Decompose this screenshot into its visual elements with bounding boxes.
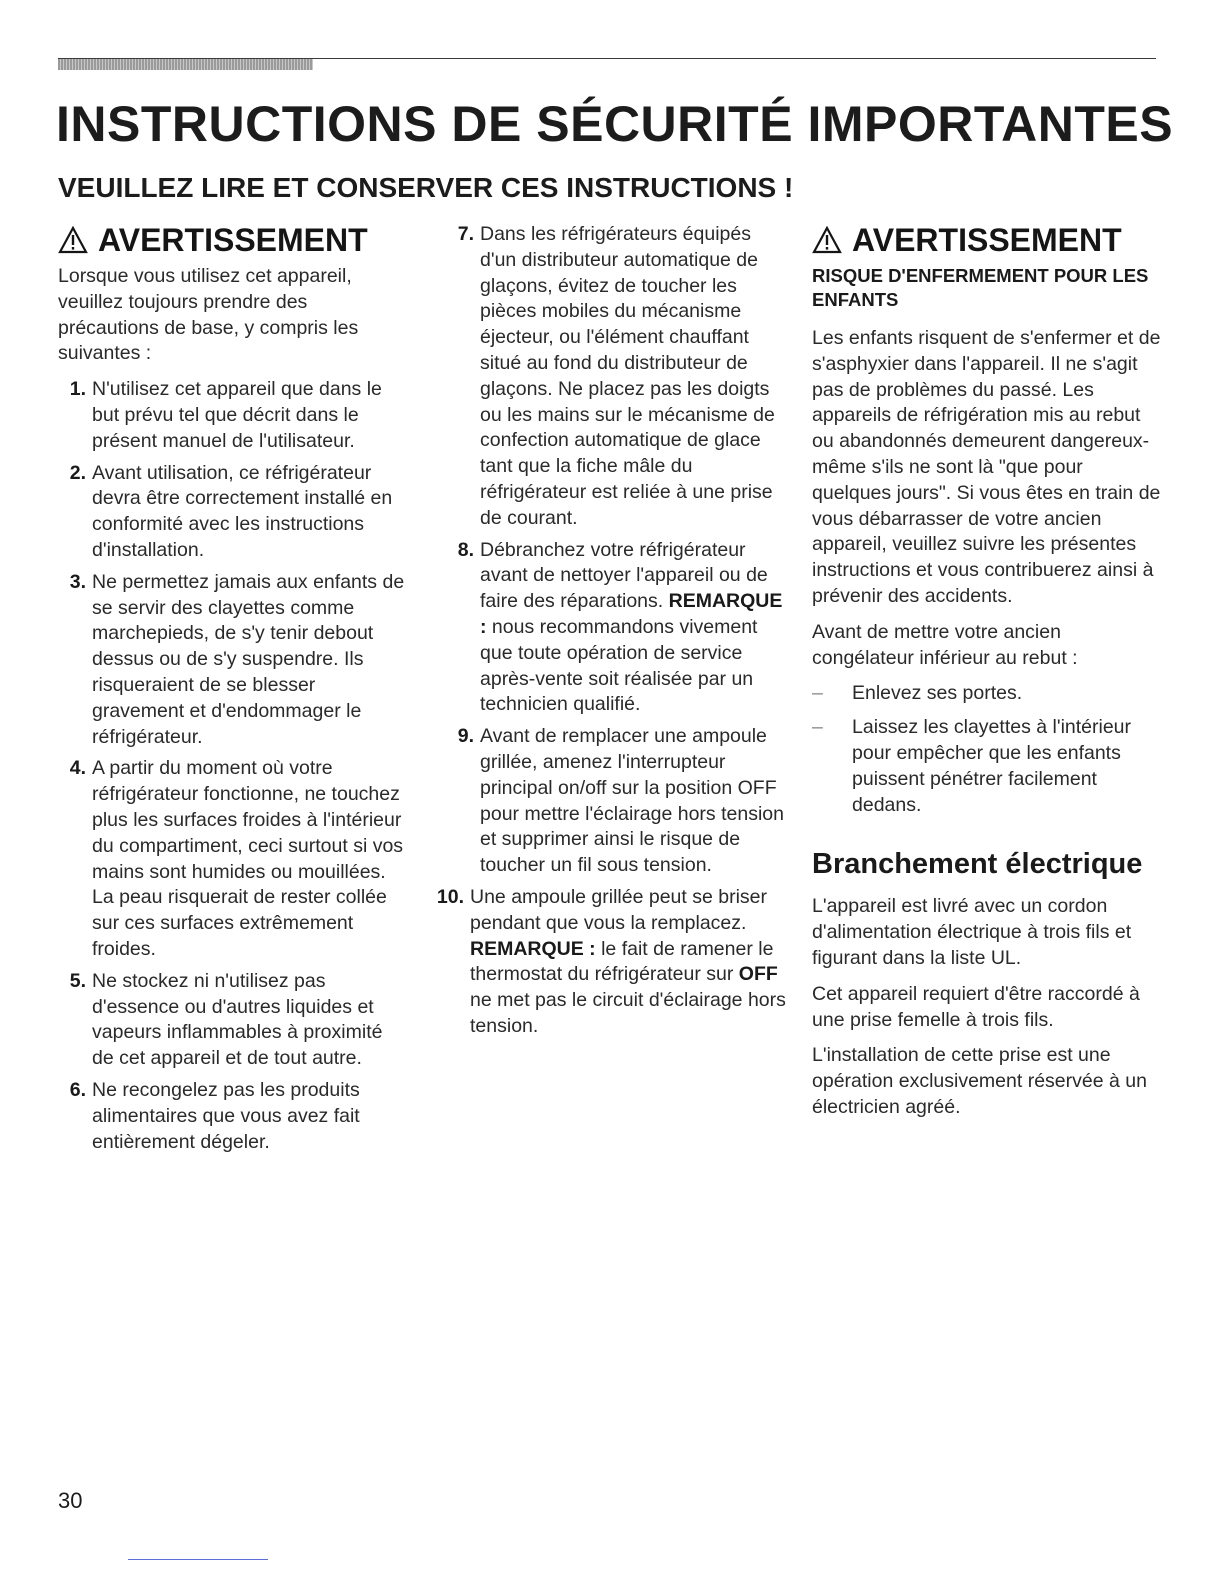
header-accent-bar [58,59,313,70]
footer-rule [128,1559,268,1560]
list-item [58,377,408,454]
item-number: 5. [69,969,86,992]
dash-bullet: – [812,716,823,739]
intro-paragraph: Lorsque vous utilisez cet appareil, veuillez toujours prendre des précautions de base, y compris les suivantes : [58,265,359,365]
list-item [58,756,408,962]
item-number: 3. [69,570,86,593]
warning-heading [812,222,1162,258]
safety-list [58,377,408,1155]
item-number: 10. [436,885,464,908]
item-number: 4. [69,757,86,780]
electrical-paragraph: L'installation de cette prise est une opération exclusivement réservée à un électricien agréé. [812,1044,1147,1118]
list-item [446,724,786,879]
item-text: Laissez les clayettes à l'intérieur pour empêcher que les enfants puissent pénétrer facilement dedans. [852,716,1132,816]
list-item [58,461,408,564]
warning-triangle-icon [58,226,88,254]
column-left [58,222,408,1161]
item-text-block [480,538,786,719]
item-text: Dans les réfrigérateurs équipés d'un distributeur automatique de glaçons, évitez de toucher les pièces mobiles du mécanisme éjecteur, ou l'élément chauffant situé au fond du distributeur de glaçons. Ne placez pas les doigts ou les mains sur le mécanisme de confection automatique de glace tant que la fiche mâle du réfrigérateur est reliée à une prise de courant. [480,223,775,529]
risk-paragraph: Les enfants risquent de s'enfermer et de s'asphyxier dans l'appareil. Il ne s'agit pas de problèmes du passé. Les appareils de réfrigération mis au rebut ou abandonnés demeurent dangereux-même s'ils ne sont là "que pour quelques jours". Si vous êtes en train de vous débarrasser de votre ancien appareil, veuillez suivre les présentes instructions et vous contribuerez ainsi à prévenir des accidents. [812,327,1161,607]
column-middle [436,222,786,1046]
item-text: Une ampoule grillée peut se briser pendant que vous la remplacez. [470,885,767,934]
item-text: Avant de remplacer une ampoule grillée, amenez l'interrupteur principal on/off sur la position OFF pour mettre l'éclairage hors tension et supprimer ainsi le risque de toucher un fil sous tension. [480,725,784,877]
remark-label: REMARQUE : [470,937,596,960]
column-right [812,222,1162,1131]
warning-label: AVERTISSEMENT [98,222,368,258]
dash-bullet: – [812,682,823,705]
list-item [58,570,408,751]
remark-text: le fait de ramener le thermostat du réfrigérateur sur [470,937,774,986]
item-text-block [470,885,786,1040]
electrical-paragraph: L'appareil est livré avec un cordon d'alimentation électrique à trois fils et figurant dans la liste UL. [812,895,1132,969]
item-text: Débranchez votre réfrigérateur avant de nettoyer l'appareil ou de faire des réparations. [480,538,768,613]
item-number: 6. [69,1078,86,1101]
item-number: 2. [69,461,86,484]
item-number: 9. [457,725,474,748]
page-number: 30 [58,1488,83,1513]
disposal-list [812,681,1162,818]
off-label: OFF [738,963,778,986]
warning-triangle-icon [812,226,842,254]
warning-label: AVERTISSEMENT [852,222,1122,258]
item-text: Ne recongelez pas les produits alimentaires que vous avez fait entièrement dégeler. [92,1078,360,1153]
list-item [812,681,1162,707]
item-text: Avant utilisation, ce réfrigérateur devra être correctement installé en conformité avec les instructions d'installation. [92,461,393,561]
item-text: A partir du moment où votre réfrigérateur fonctionne, ne touchez plus les surfaces froides à l'intérieur du compartiment, ceci surtout si vos mains sont humides ou mouillées. La peau risquerait de rester collée sur ces surfaces extrêmement froides. [92,757,404,960]
remark-text-end: ne met pas le circuit d'éclairage hors tension. [470,989,786,1037]
remark-label: REMARQUE : [480,590,783,638]
item-number: 8. [457,538,474,561]
list-item [58,1078,408,1155]
item-number: 1. [69,378,86,401]
item-number: 7. [457,223,474,245]
list-item [436,885,786,1040]
electrical-paragraph: Cet appareil requiert d'être raccordé à une prise femelle à trois fils. [812,982,1140,1031]
page-subtitle: VEUILLEZ LIRE ET CONSERVER CES INSTRUCTIONS ! [58,172,794,203]
section-title: Branchement électrique [812,848,1143,881]
list-item [446,538,786,719]
list-item [446,222,786,532]
disposal-intro: Avant de mettre votre ancien congélateur inférieur au rebut : [812,620,1078,669]
list-item [812,715,1162,818]
page-title: INSTRUCTIONS DE SÉCURITÉ IMPORTANTES [56,96,1174,152]
safety-list-continued [436,222,786,1040]
warning-heading [58,222,408,258]
item-text: N'utilisez cet appareil que dans le but prévu tel que décrit dans le présent manuel de l'utilisateur. [92,378,382,452]
item-text: Ne stockez ni n'utilisez pas d'essence ou d'autres liquides et vapeurs inflammables à proximité de cet appareil et de tout autre. [92,969,383,1070]
list-item [58,969,408,1072]
item-text: Ne permettez jamais aux enfants de se servir des clayettes comme marchepieds, de s'y tenir debout dessus ou de s'y suspendre. Ils risqueraient de se blesser gravement et d'endommager le réfrigérateur. [92,570,405,748]
risk-title: RISQUE D'ENFERMEMENT POUR LES ENFANTS [812,265,1149,310]
remark-text: nous recommandons vivement que toute opération de service après-vente soit réalisée par un technicien qualifié. [480,615,758,716]
item-text: Enlevez ses portes. [852,682,1023,705]
